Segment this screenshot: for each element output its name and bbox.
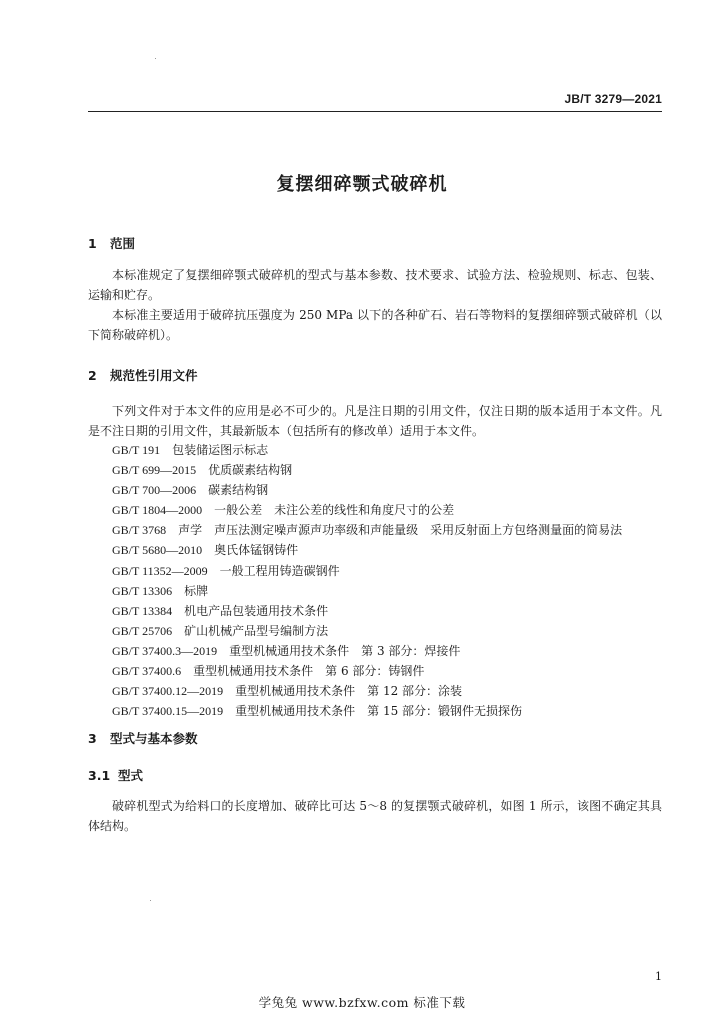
paragraph: 本标准主要适用于破碎抗压强度为 250 MPa 以下的各种矿石、岩石等物料的复摆细碎颚式破碎机（以下简称破碎机）。 [88, 308, 662, 342]
scan-speck [155, 58, 156, 59]
reference-list [112, 440, 672, 721]
reference-item: GB/T 37400.6 重型机械通用技术条件 第 6 部分：铸钢件 [112, 664, 425, 679]
subsection-number: 3.1 [88, 768, 111, 783]
section-title: 型式与基本参数 [110, 731, 198, 746]
paragraph: 破碎机型式为给料口的长度增加、破碎比可达 5～8 的复摆颚式破碎机，如图 1 所示，该图不确定其具体结构。 [88, 799, 662, 833]
section-3-heading [88, 729, 198, 747]
reference-item: GB/T 3768 声学 声压法测定噪声源声功率级和声能量级 采用反射面上方包络测量面的简易法 [112, 523, 623, 538]
section-title: 规范性引用文件 [110, 368, 198, 383]
reference-item: GB/T 37400.12—2019 重型机械通用技术条件 第 12 部分：涂装 [112, 684, 463, 699]
section-1-heading [88, 234, 135, 252]
subsection-3-1-heading [88, 766, 143, 784]
document-title: 复摆细碎颚式破碎机 [276, 174, 448, 195]
reference-item: GB/T 13306 标牌 [112, 583, 209, 598]
paragraph: 下列文件对于本文件的应用是必不可少的。凡是注日期的引用文件，仅注日期的版本适用于本文件。凡是不注日期的引用文件，其最新版本（包括所有的修改单）适用于本文件。 [88, 404, 662, 438]
paragraph: 本标准规定了复摆细碎颚式破碎机的型式与基本参数、技术要求、试验方法、检验规则、标志、包装、运输和贮存。 [88, 268, 662, 302]
section-2-heading [88, 366, 198, 384]
reference-item: GB/T 13384 机电产品包装通用技术条件 [112, 603, 329, 618]
page-number: 1 [655, 970, 662, 983]
section-title: 范围 [110, 236, 136, 251]
scan-speck [150, 900, 151, 901]
section-number: 3 [88, 731, 97, 746]
reference-item: GB/T 11352—2009 一般工程用铸造碳钢件 [112, 563, 340, 578]
reference-item: GB/T 5680—2010 奥氏体锰钢铸件 [112, 543, 299, 558]
reference-item: GB/T 191 包装储运图示标志 [112, 443, 269, 457]
reference-item: GB/T 1804—2000 一般公差 未注公差的线性和角度尺寸的公差 [112, 503, 455, 518]
reference-item: GB/T 699—2015 优质碳素结构钢 [112, 463, 293, 478]
footer-watermark: 学兔兔 www.bzfxw.com 标准下载 [258, 995, 466, 1010]
standard-code: JB/T 3279—2021 [564, 92, 662, 106]
subsection-title: 型式 [118, 768, 144, 783]
section-number: 1 [88, 236, 97, 251]
header-rule [88, 111, 662, 112]
section-number: 2 [88, 368, 97, 383]
reference-item: GB/T 25706 矿山机械产品型号编制方法 [112, 623, 329, 638]
reference-item: GB/T 700—2006 碳素结构钢 [112, 483, 269, 498]
reference-item: GB/T 37400.3—2019 重型机械通用技术条件 第 3 部分：焊接件 [112, 643, 461, 658]
reference-item: GB/T 37400.15—2019 重型机械通用技术条件 第 15 部分：锻钢件无损探伤 [112, 704, 523, 719]
